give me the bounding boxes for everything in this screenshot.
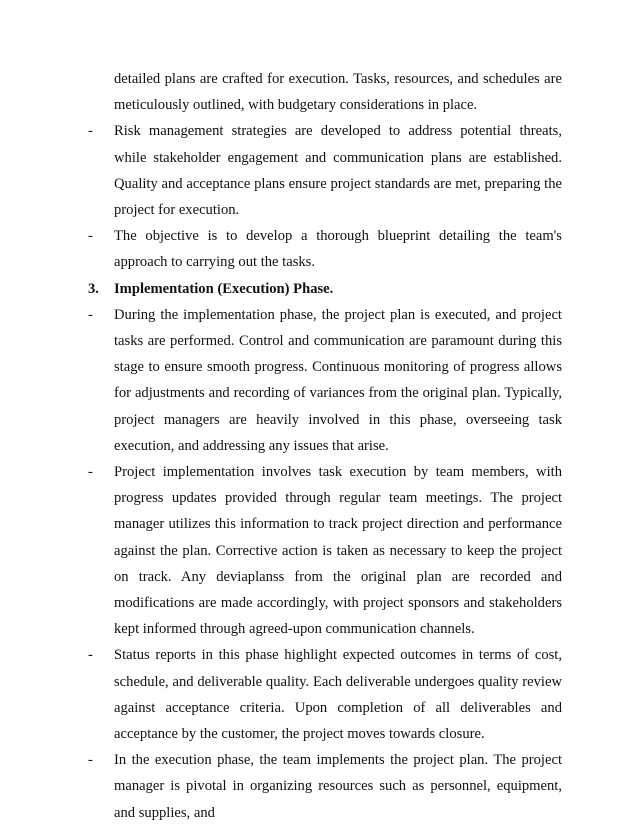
- bullet-text: Project implementation involves task execution by team members, with progress updates provided through regular team meetings. The project manager utilizes this information to track project direction and performance against the plan. Corrective action is taken as necessary to keep the project on track. Any deviaplanss from the original plan are recorded and modifications are made accordingly, with project sponsors and stakeholders kept informed through agreed-upon communication channels.: [114, 464, 562, 638]
- bullet-text: The objective is to develop a thorough blueprint detailing the team's approach to carrying out the tasks.: [114, 228, 562, 271]
- bullet-marker: -: [88, 647, 93, 664]
- bullet-text: Status reports in this phase highlight expected outcomes in terms of cost, schedule, and deliverable quality. Each deliverable undergoes quality review against acceptance criteria. Upon completion of all deliverables and acceptance by the customer, the project moves towards closure.: [114, 647, 562, 743]
- bullet-item: [88, 118, 562, 223]
- bullet-text: In the execution phase, the team implements the project plan. The project manager is pivotal in organizing resources such as personnel, equipment, and supplies, and: [114, 752, 562, 821]
- bullet-marker: -: [88, 306, 93, 323]
- section-heading: [88, 276, 562, 302]
- bullet-marker: -: [88, 123, 93, 140]
- bullet-item: [88, 223, 562, 275]
- bullet-text: During the implementation phase, the project plan is executed, and project tasks are performed. Control and communication are paramount during this stage to ensure smooth progress. Continuous monitoring of progress allows for adjustments and recording of variances from the original plan. Typically, project managers are heavily involved in this phase, overseeing task execution, and addressing any issues that arise.: [114, 306, 562, 454]
- bullet-marker: -: [88, 228, 93, 245]
- bullet-text: Risk management strategies are developed to address potential threats, while stakeholder engagement and communication plans are established. Quality and acceptance plans ensure project standards are met, preparing the project for execution.: [114, 123, 562, 219]
- bullet-item: [88, 459, 562, 642]
- continuation-paragraph: detailed plans are crafted for execution. Tasks, resources, and schedules are meticulously outlined, with budgetary considerations in place.: [114, 71, 562, 114]
- document-body: [88, 66, 562, 826]
- bullet-item: [88, 642, 562, 747]
- bullet-item: [88, 747, 562, 826]
- bullet-item: [88, 302, 562, 459]
- bullet-marker: -: [88, 752, 93, 769]
- section-number: 3.: [88, 280, 99, 297]
- bullet-marker: -: [88, 464, 93, 481]
- section-title: Implementation (Execution) Phase.: [114, 280, 334, 297]
